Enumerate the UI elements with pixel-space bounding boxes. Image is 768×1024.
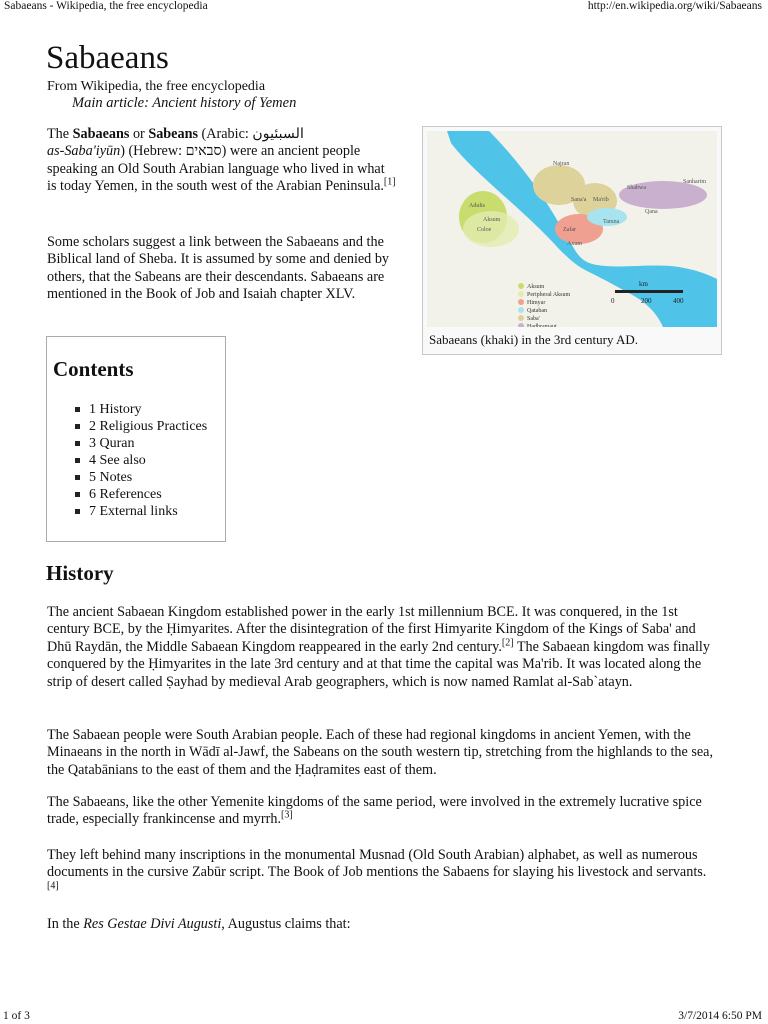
svg-text:Himyar: Himyar xyxy=(527,300,546,306)
svg-text:Qataban: Qataban xyxy=(527,308,547,314)
toc-item-see-also[interactable]: 4 See also xyxy=(73,452,207,469)
svg-text:Aksum: Aksum xyxy=(527,284,545,290)
history-paragraph-2: The Sabaean people were South Arabian people. Each of these had regional kingdoms in ancient Yemen, with the Minaeans in the north in Wādī al-Jawf, the Sabeans on the south western tip, stretching from the highlands to the sea, the Qatabānians to the east of them and the Ḥaḍramites east of them. xyxy=(47,727,714,778)
place-coloe: Coloe xyxy=(477,227,492,233)
ref-link-2[interactable]: [2] xyxy=(501,637,514,649)
place-marib: Ma'rib xyxy=(593,197,609,203)
term-sabaeans: Sabaeans xyxy=(72,126,130,142)
toc-list xyxy=(73,401,207,520)
svg-text:0: 0 xyxy=(611,297,615,305)
term-sabeans: Sabeans xyxy=(148,126,198,142)
place-tamna: Tamna xyxy=(603,219,620,225)
place-zafar: Zafar xyxy=(563,227,576,233)
svg-text:Saba': Saba' xyxy=(527,316,540,322)
sabaean-map xyxy=(427,131,717,327)
place-najran: Najran xyxy=(553,161,570,167)
toc-heading: Contents xyxy=(53,357,134,381)
toc-item-quran[interactable]: 3 Quran xyxy=(73,435,207,452)
site-subtitle: From Wikipedia, the free encyclopedia xyxy=(47,79,266,94)
print-footer-page-number: 1 of 3 xyxy=(3,1010,30,1022)
place-aksum: Aksum xyxy=(483,217,501,223)
intro-paragraph: The Sabaeans or Sabeans (Arabic: السبئيون as-Saba'iyūn) (Hebrew: סבאים) were an ancient people speaking an Old South Arabian language who lived in what is today Yemen, in the south west of the Arabian Peninsula.[1] xyxy=(47,126,396,195)
svg-text:400: 400 xyxy=(673,297,684,305)
svg-text:km: km xyxy=(639,280,648,288)
place-sanharim: Sanharim xyxy=(683,179,706,185)
toc-item-history[interactable]: 1 History xyxy=(73,401,207,418)
svg-text:Hadhramaut: Hadhramaut xyxy=(527,324,557,327)
place-shabwa: Shabwa xyxy=(627,185,646,191)
place-adulis: Adulis xyxy=(469,203,486,209)
history-paragraph-4: They left behind many inscriptions in the monumental Musnad (Old South Arabian) alphabet, as well as numerous documents in the cursive Zabūr script. The Book of Job mentions the Sabaens for slaying his livestock and servants.[4] xyxy=(47,847,707,892)
toc-item-references[interactable]: 6 References xyxy=(73,486,207,503)
map-caption: Sabaeans (khaki) in the 3rd century AD. xyxy=(429,332,639,347)
svg-text:200: 200 xyxy=(641,297,652,305)
print-footer-timestamp: 3/7/2014 6:50 PM xyxy=(678,1010,762,1022)
toc-item-external-links[interactable]: 7 External links xyxy=(73,503,207,520)
page-title: Sabaeans xyxy=(46,40,169,76)
print-header-url[interactable]: http://en.wikipedia.org/wiki/Sabaeans xyxy=(587,0,762,12)
transliteration: as-Saba'iyūn xyxy=(47,143,121,160)
ref-link-3[interactable]: [3] xyxy=(281,809,293,821)
map-thumbnail[interactable] xyxy=(422,126,722,355)
toc-item-religious-practices[interactable]: 2 Religious Practices xyxy=(73,418,207,435)
svg-text:Peripheral Aksum: Peripheral Aksum xyxy=(527,292,571,298)
history-heading: History xyxy=(46,561,114,585)
history-paragraph-5: In the Res Gestae Divi Augusti, Augustus claims that: xyxy=(47,916,351,932)
ref-link-4[interactable]: [4] xyxy=(47,880,59,892)
toc-item-notes[interactable]: 5 Notes xyxy=(73,469,207,486)
print-header-title: Sabaeans - Wikipedia, the free encyclopedia xyxy=(4,0,208,12)
place-axum: Axum xyxy=(567,241,582,247)
res-gestae-link[interactable]: Res Gestae Divi Augusti xyxy=(83,916,222,932)
main-article-link[interactable]: Main article: Ancient history of Yemen xyxy=(72,95,297,111)
scholars-paragraph: Some scholars suggest a link between the Sabaeans and the Biblical land of Sheba. It is assumed by some and denied by others, that the Sabeans are their descendants. Sabaeans are mentioned in the Book of Job and Isaiah chapter XLV. xyxy=(47,234,390,303)
table-of-contents xyxy=(46,336,226,542)
history-paragraph-1: The ancient Sabaean Kingdom established power in the early 1st millennium BCE. It was conquered, in the 1st century BCE, by the Ḥimyarites. After the disintegration of the first Himyarite Kingdom of the Kings of Saba' and Dhū Raydān, the Middle Sabaean Kingdom reappeared in the early 2nd century.[2] The Sabaean kingdom was finally conquered by the Ḥimyarites in the late 3rd century and at that time the capital was Ma'rib. It was located along the strip of desert called Ṣayhad by medieval Arab geographers, which is now named Ramlat al-Sab`atayn. xyxy=(47,604,710,690)
ref-link-1[interactable]: [1] xyxy=(383,176,396,188)
place-qana: Qana xyxy=(645,209,658,215)
place-sanaa: Sana'a xyxy=(571,197,587,203)
history-paragraph-3: The Sabaeans, like the other Yemenite kingdoms of the same period, were involved in the extremely lucrative spice trade, especially frankincense and myrrh.[3] xyxy=(47,794,702,828)
